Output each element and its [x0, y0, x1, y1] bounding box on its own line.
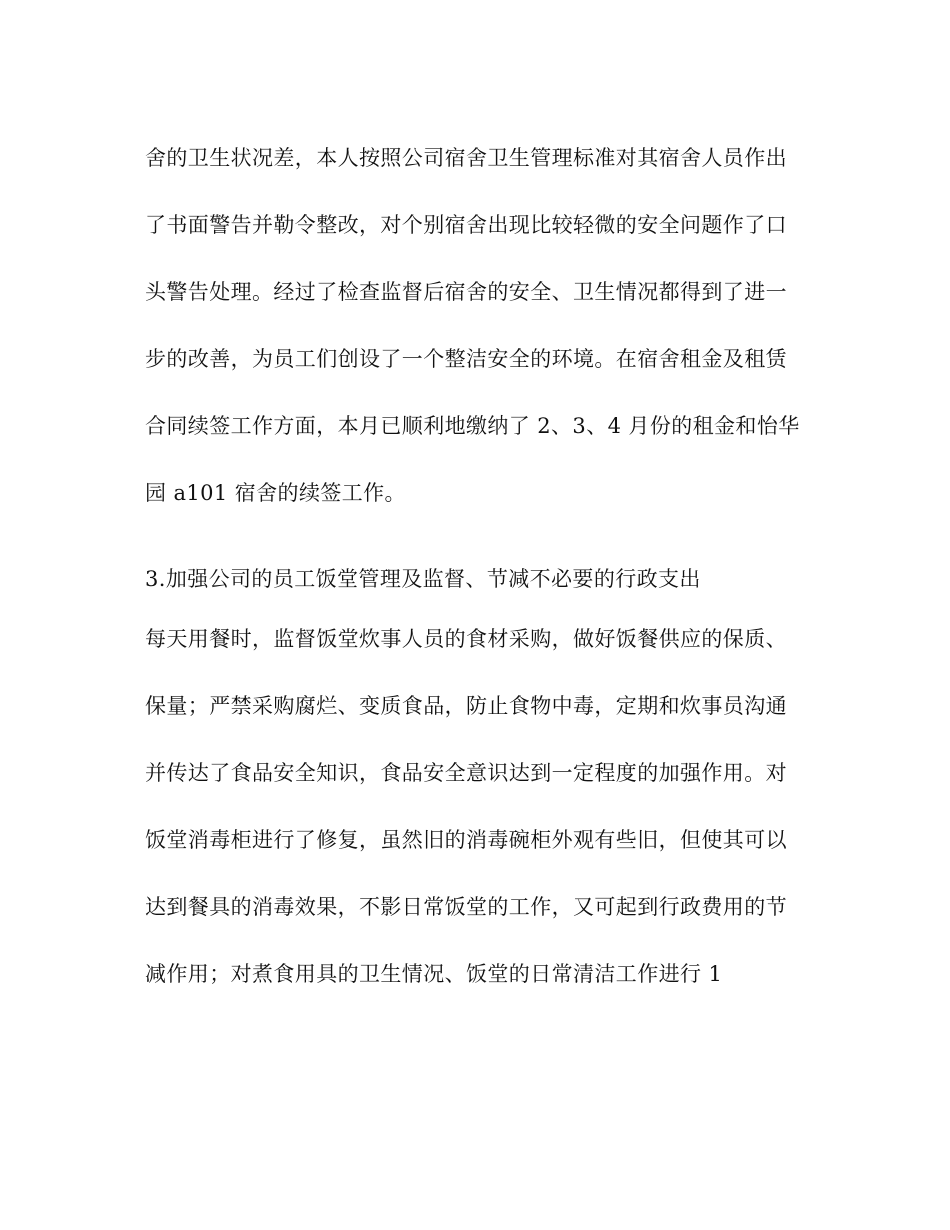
paragraph-line: 减作用；对煮食用具的卫生情况、饭堂的日常清洁工作进行 1 [145, 962, 723, 986]
paragraph-line: 舍的卫生状况差，本人按照公司宿舍卫生管理标准对其宿舍人员作出 [145, 146, 787, 170]
paragraph-line: 并传达了食品安全知识，食品安全意识达到一定程度的加强作用。对 [145, 761, 787, 785]
section-heading: 3.加强公司的员工饭堂管理及监督、节减不必要的行政支出 [145, 567, 701, 591]
paragraph-line: 饭堂消毒柜进行了修复，虽然旧的消毒碗柜外观有些旧，但使其可以 [145, 828, 787, 852]
paragraph-line: 头警告处理。经过了检查监督后宿舍的安全、卫生情况都得到了进一 [145, 280, 787, 304]
paragraph-line: 达到餐具的消毒效果，不影日常饭堂的工作，又可起到行政费用的节 [145, 895, 787, 919]
paragraph-line: 了书面警告并勒令整改，对个别宿舍出现比较轻微的安全问题作了口 [145, 213, 787, 237]
paragraph-line: 合同续签工作方面，本月已顺利地缴纳了 2、3、4 月份的租金和怡华 [145, 414, 800, 438]
paragraph-line: 每天用餐时，监督饭堂炊事人员的食材采购，做好饭餐供应的保质、 [145, 627, 787, 651]
paragraph-line: 园 a101 宿舍的续签工作。 [145, 481, 406, 505]
paragraph-line: 步的改善，为员工们创设了一个整洁安全的环境。在宿舍租金及租赁 [145, 347, 787, 371]
paragraph-line: 保量；严禁采购腐烂、变质食品，防止食物中毒，定期和炊事员沟通 [145, 694, 787, 718]
